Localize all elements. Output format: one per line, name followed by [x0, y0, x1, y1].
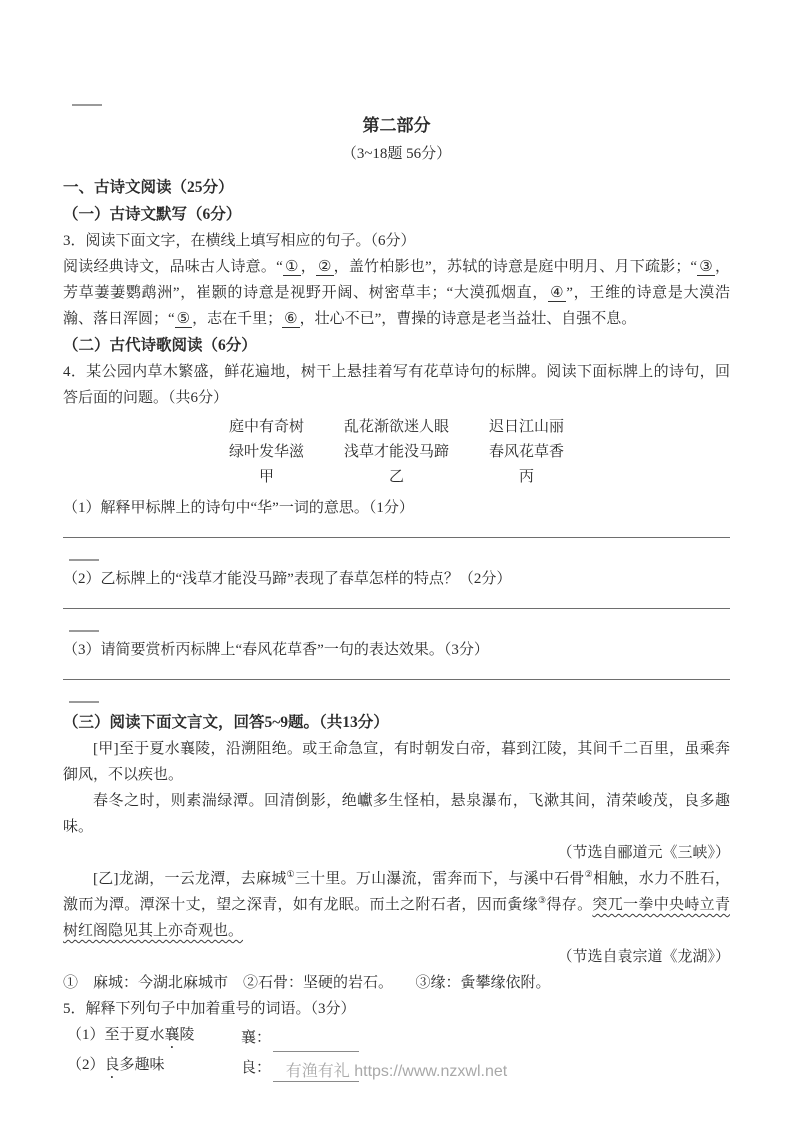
question5-item-1-phrase: （1）至于夏水襄陵: [67, 1027, 195, 1043]
section-heading-reading: 一、古诗文阅读（25分）: [63, 179, 234, 196]
answer-line-2: [63, 608, 730, 609]
poem-sign-board: [63, 415, 730, 490]
question5-item-2-word: 良：: [241, 1060, 272, 1076]
sign-jia-line2: 绿叶发华滋: [228, 444, 304, 460]
sign-column-jia: [219, 415, 315, 490]
answer-dash-1: [69, 559, 99, 561]
part-title: 第二部分: [362, 116, 431, 135]
part-subtitle: （3~18题 56分）: [341, 146, 452, 162]
question5-item-1-blank: [273, 1036, 359, 1052]
question5-stem: 5．解释下列句子中加着重号的词语。（3分）: [63, 1001, 356, 1017]
sign-yi-line2: 浅草才能没马蹄: [343, 444, 449, 460]
question3-stem: 3．阅读下面文字，在横线上填写相应的句子。（6分）: [63, 233, 416, 249]
question3-passage: 阅读经典诗文，品味古人诗意。“ ① ， ② ，盖竹柏影也”，苏轼的诗意是庭中明月、月下疏影；“ ③ ，芳草萋萋鹦鹉洲”，崔颢的诗意是视野开阔、树密草丰；“大漠孤烟直， ④ ”，王维的诗意是大漠浩瀚、落日浑圆；“ ⑤ ，志在千里； ⑥ ，壮心不已”，曹操的诗意是老当益壮、自强不息。: [63, 259, 730, 327]
passage-yi-paragraph: [乙]龙湖，一云龙潭，去麻城①三十里。万山瀑流，雷奔而下，与溪中石骨②相触，水力不胜石，激而为潭。潭深十丈，望之深青，如有龙眠。而土之附石者，因而夤缘③得存。突兀一拳中央峙立青树红阁隐见其上亦奇观也。: [63, 869, 730, 939]
sign-jia-label: 甲: [258, 469, 274, 485]
answer-dash-3: [69, 701, 99, 703]
question5-item-1: [63, 1022, 730, 1052]
answer-dash-2: [69, 630, 99, 632]
sign-jia-line1: 庭中有奇树: [228, 419, 304, 435]
subsection-heading-classical: （三）阅读下面文言文，回答5~9题。（共13分）: [63, 714, 389, 731]
passage-jia-paragraph1: [甲]至于夏水襄陵，沿溯阻绝。或王命急宣，有时朝发白帝，暮到江陵，其间千二百里，虽乘奔御风，不以疾也。: [63, 741, 730, 783]
sign-column-bing: [479, 415, 575, 490]
watermark-footer: 有渔有礼 https://www.nzxwl.net: [285, 1063, 508, 1080]
question5-item-1-word: 襄：: [241, 1030, 272, 1046]
subsection-heading-poetry: （二）古代诗歌阅读（6分）: [63, 337, 257, 354]
sign-yi-label: 乙: [388, 469, 404, 485]
question4-sub1: （1）解释甲标牌上的诗句中“华”一词的意思。（1分）: [63, 500, 414, 516]
passage-jia-source: （节选自郦道元《三峡》）: [557, 845, 730, 861]
answer-line-1: [63, 537, 730, 538]
sign-bing-label: 丙: [518, 469, 534, 485]
passage-jia-paragraph2: 春冬之时，则素湍绿潭。回清倒影，绝巘多生怪柏，悬泉瀑布，飞漱其间，清荣峻茂，良多趣味。: [63, 793, 730, 835]
passage-footnotes: ① 麻城：今湖北麻城市 ②石骨：坚硬的岩石。 ③缘：夤攀缘依附。: [63, 975, 551, 991]
subsection-heading-dictation: （一）古诗文默写（6分）: [63, 206, 242, 223]
passage-yi-source: （节选自袁宗道《龙湖》）: [557, 949, 730, 965]
question4-sub2: （2）乙标牌上的“浅草才能没马蹄”表现了春草怎样的特点？（2分）: [63, 571, 512, 587]
sign-bing-line1: 迟日江山丽: [488, 419, 564, 435]
top-answer-dash: [72, 104, 102, 106]
answer-line-3: [63, 679, 730, 680]
question5-item-2-phrase: （2）良多趣味: [67, 1057, 165, 1073]
sign-bing-line2: 春风花草香: [488, 444, 564, 460]
question4-stem: 4．某公园内草木繁盛，鲜花遍地，树干上悬挂着写有花草诗句的标牌。阅读下面标牌上的诗句，回答后面的问题。（共6分）: [63, 364, 730, 406]
sign-column-yi: [329, 415, 465, 490]
sign-yi-line1: 乱花渐欲迷人眼: [343, 419, 449, 435]
question4-sub3: （3）请简要赏析丙标牌上“春风花草香”一句的表达效果。（3分）: [63, 642, 489, 658]
